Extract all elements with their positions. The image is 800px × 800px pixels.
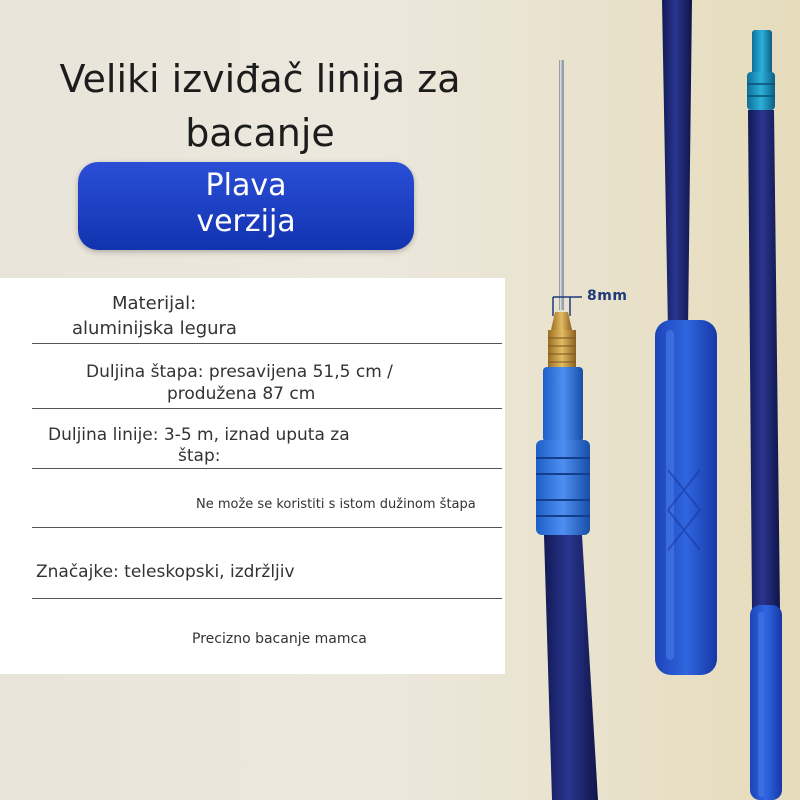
rod-left-body	[544, 535, 598, 800]
spec-precision: Precizno bacanje mamca	[192, 631, 367, 647]
divider	[32, 408, 502, 409]
brass-tip	[548, 312, 576, 368]
spec-features: Značajke: teleskopski, izdržljiv	[36, 562, 295, 582]
spec-length-line-2: produžena 87 cm	[167, 384, 316, 404]
divider	[32, 343, 502, 344]
dimension-label: 8mm	[587, 288, 628, 304]
rod-needle	[559, 60, 564, 310]
page-title: Veliki izviđač linija za bacanje	[59, 57, 461, 155]
spec-material-label: Materijal:	[112, 293, 197, 314]
spec-line-length-line-2: štap:	[178, 446, 221, 466]
spec-line-length-line-1: Duljina linije: 3-5 m, iznad uputa za	[48, 425, 350, 445]
version-badge	[78, 162, 414, 250]
badge-line-2: verzija	[196, 204, 296, 239]
spec-note: Ne može se koristiti s istom dužinom štapa	[196, 497, 476, 512]
badge-line-1: Plava	[205, 168, 287, 203]
divider	[32, 527, 502, 528]
rod-middle	[655, 0, 717, 675]
rod-right	[747, 30, 782, 800]
spec-material-value: aluminijska legura	[72, 318, 237, 339]
metal-connector	[536, 367, 590, 535]
spec-length-line-1: Duljina štapa: presavijena 51,5 cm /	[86, 362, 393, 382]
divider	[32, 598, 502, 599]
divider	[32, 468, 502, 469]
